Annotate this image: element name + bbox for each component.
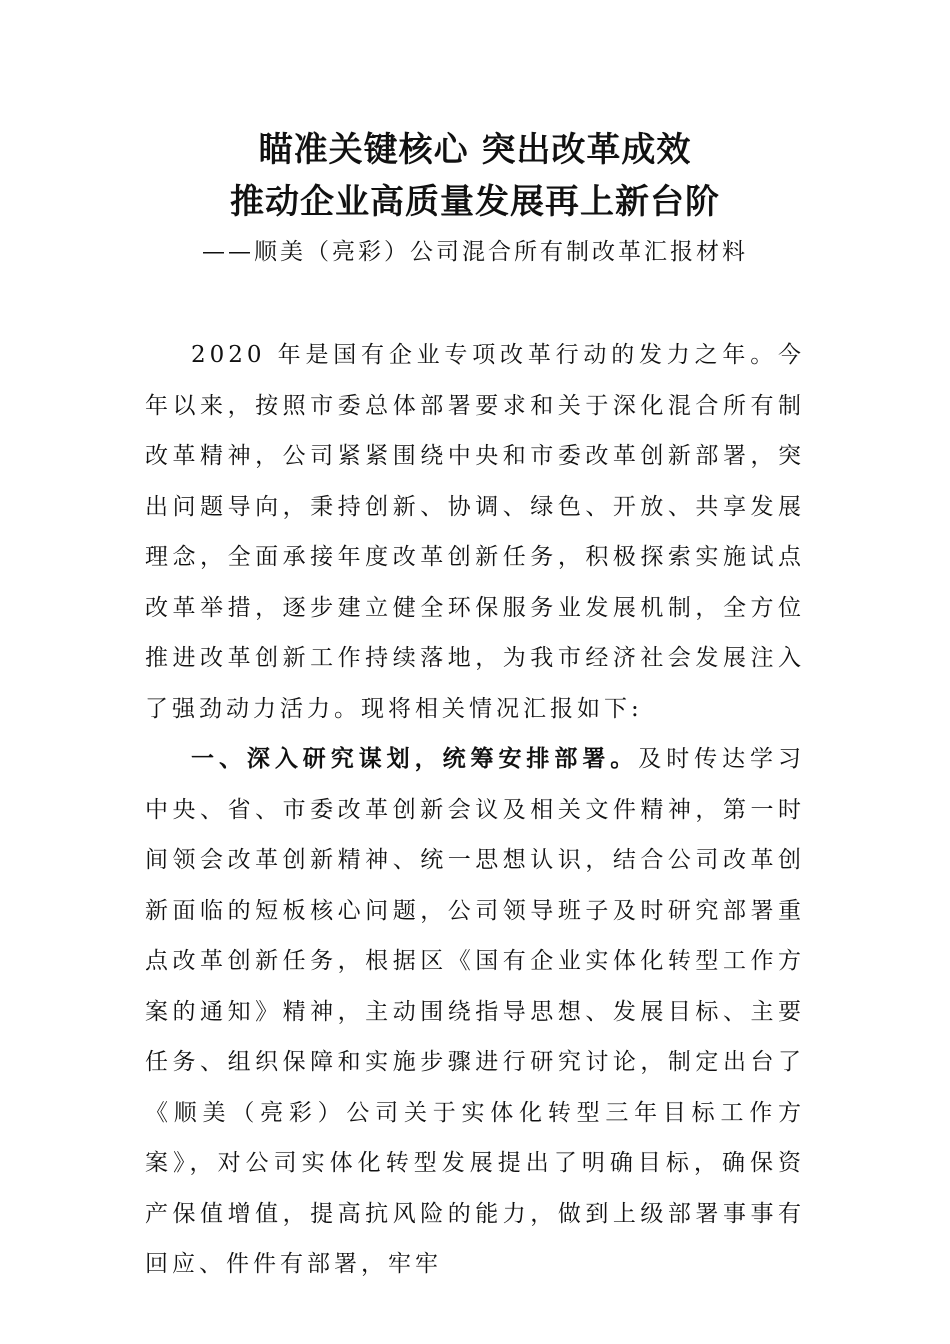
document-title-line-1: 瞄准关键核心 突出改革成效 [258, 130, 692, 170]
document-title-line-2: 推动企业高质量发展再上新台阶 [230, 182, 720, 222]
paragraph-intro-text: 2020 年是国有企业专项改革行动的发力之年。今年以来，按照市委总体部署要求和关于深化混合所有制改革精神，公司紧紧围绕中央和市委改革创新部署，突出问题导向，秉持创新、协调、绿色、开放、共享发展理念，全面承接年度改革创新任务，积极探索实施试点改革举措，逐步建立健全环保服务业发展机制，全方位推进改革创新工作持续落地，为我市经济社会发展注入了强劲动力活力。现将相关情况汇报如下: [145, 342, 805, 722]
section-1-text: 及时传达学习中央、省、市委改革创新会议及相关文件精神，第一时间领会改革创新精神、统一思想认识，结合公司改革创新面临的短板核心问题，公司领导班子及时研究部署重点改革创新任务，根据区《国有企业实体化转型工作方案的通知》精神，主动围绕指导思想、发展目标、主要任务、组织保障和实施步骤进行研究讨论，制定出台了《顺美（亮彩）公司关于实体化转型三年目标工作方案》，对公司实体化转型发展提出了明确目标，确保资产保值增值，提高抗风险的能力，做到上级部署事事有回应、件件有部署，牢牢 [145, 746, 806, 1277]
paragraph-intro [145, 330, 805, 734]
section-1-heading: 一、深入研究谋划，统筹安排部署。 [191, 745, 639, 772]
document-body [145, 330, 805, 1290]
paragraph-section-1 [145, 734, 805, 1290]
document-subtitle: ——顺美（亮彩）公司混合所有制改革汇报材料 [202, 239, 748, 265]
